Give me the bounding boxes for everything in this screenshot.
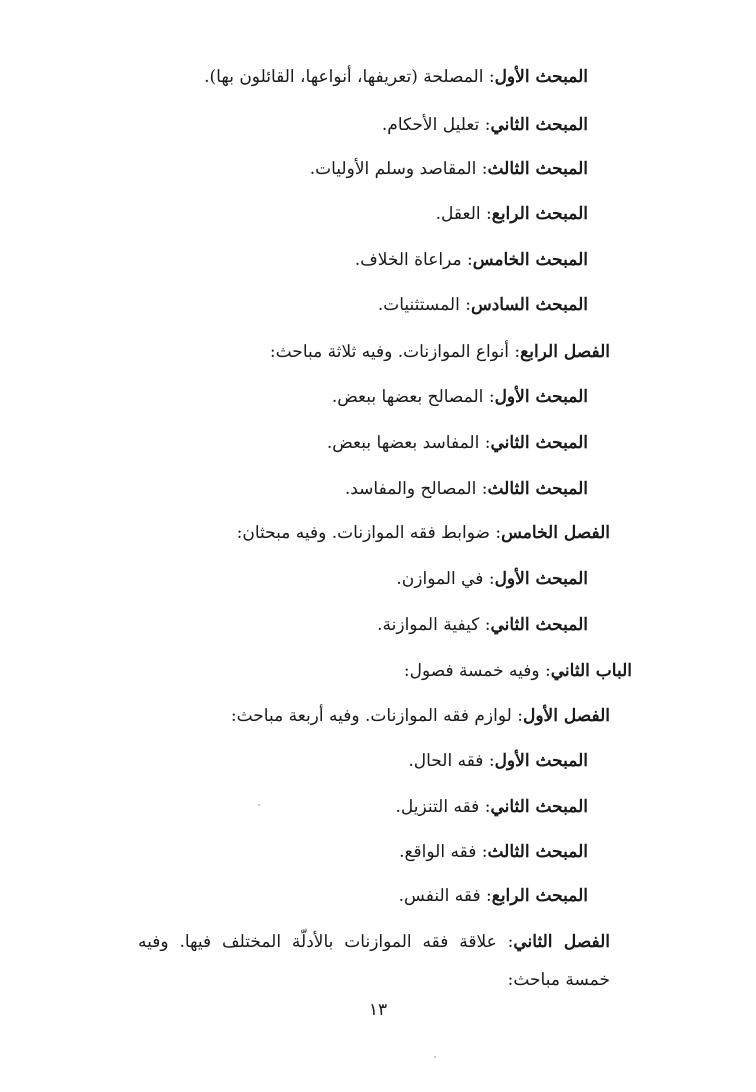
toc-text: المفاسد بعضها ببعض.: [326, 433, 480, 453]
toc-label: المبحث الثاني: [490, 797, 588, 817]
toc-label: المبحث الثاني: [490, 615, 588, 635]
toc-line: المبحث الأول: فقه الحال.: [408, 751, 588, 771]
toc-line: المبحث الثاني: تعليل الأحكام.: [381, 115, 588, 135]
toc-paragraph: الفصل الثاني: علاقة فقه الموازنات بالأدلّة المختلف فيها. وفيه خمسة مباحث:: [138, 932, 610, 990]
toc-text: لوازم فقه الموازنات. وفيه أربعة مباحث:: [230, 706, 512, 726]
toc-label: المبحث الثاني: [490, 115, 588, 135]
toc-label: المبحث الخامس: [472, 250, 588, 270]
toc-label: المبحث الثالث: [487, 479, 588, 499]
toc-text: المقاصد وسلم الأوليات.: [309, 159, 477, 179]
toc-label: الباب الثاني: [550, 661, 632, 681]
toc-text: المصالح بعضها ببعض.: [331, 387, 484, 407]
toc-line: المبحث الرابع: فقه النفس.: [398, 886, 588, 906]
toc-line: الفصل الرابع: أنواع الموازنات. وفيه ثلاثة مباحث:: [269, 342, 610, 362]
toc-text: المستثنيات.: [377, 295, 460, 315]
toc-label: المبحث السادس: [470, 295, 588, 315]
toc-line: المبحث الثالث: فقه الواقع.: [399, 842, 588, 862]
toc-text: فقه الحال.: [408, 751, 484, 771]
toc-text: ضوابط فقه الموازنات. وفيه مبحثان:: [236, 523, 490, 543]
toc-label: الفصل الثاني: [513, 932, 610, 952]
toc-label: الفصل الخامس: [501, 523, 610, 543]
toc-text: مراعاة الخلاف.: [354, 250, 462, 270]
toc-line: المبحث الخامس: مراعاة الخلاف.: [354, 250, 588, 270]
toc-text: تعليل الأحكام.: [381, 115, 480, 135]
toc-text: أنواع الموازنات. وفيه ثلاثة مباحث:: [269, 342, 510, 362]
scan-speck: [434, 1056, 436, 1058]
toc-label: المبحث الثالث: [487, 842, 588, 862]
toc-line: المبحث الأول: المصلحة (تعريفها، أنواعها، القائلون بها).: [204, 67, 588, 87]
toc-line: الفصل الخامس: ضوابط فقه الموازنات. وفيه مبحثان:: [236, 523, 610, 543]
toc-label: المبحث الأول: [494, 751, 588, 771]
scan-speck: [258, 804, 260, 806]
toc-text: في الموازن.: [396, 569, 484, 589]
toc-line: الفصل الأول: لوازم فقه الموازنات. وفيه أربعة مباحث:: [230, 706, 610, 726]
toc-line: المبحث الثالث: المصالح والمفاسد.: [344, 479, 588, 499]
toc-label: المبحث الأول: [494, 569, 588, 589]
toc-text: العقل.: [435, 204, 481, 224]
toc-text: كيفية الموازنة.: [377, 615, 480, 635]
toc-line: المبحث الأول: في الموازن.: [396, 569, 588, 589]
page-number: ١٣: [368, 1000, 388, 1020]
toc-line: المبحث الرابع: العقل.: [435, 204, 588, 224]
toc-text: المصلحة (تعريفها، أنواعها، القائلون بها).: [204, 67, 484, 87]
toc-label: المبحث الثالث: [487, 159, 588, 179]
toc-label: المبحث الأول: [494, 67, 588, 87]
toc-text: فقه التنزيل.: [395, 797, 480, 817]
toc-line: المبحث الثاني: كيفية الموازنة.: [377, 615, 588, 635]
toc-line: المبحث الأول: المصالح بعضها ببعض.: [331, 387, 588, 407]
toc-label: المبحث الأول: [494, 387, 588, 407]
toc-text: علاقة فقه الموازنات بالأدلّة المختلف فيها. وفيه خمسة مباحث:: [138, 932, 610, 990]
toc-label: المبحث الثاني: [490, 433, 588, 453]
toc-text: المصالح والمفاسد.: [344, 479, 477, 499]
toc-text: فقه النفس.: [398, 886, 481, 906]
toc-text: وفيه خمسة فصول:: [403, 661, 540, 681]
toc-label: المبحث الرابع: [491, 204, 588, 224]
toc-label: الفصل الأول: [522, 706, 610, 726]
toc-label: الفصل الرابع: [520, 342, 610, 362]
toc-line: المبحث الثاني: المفاسد بعضها ببعض.: [326, 433, 588, 453]
toc-line: المبحث الثالث: المقاصد وسلم الأوليات.: [309, 159, 588, 179]
toc-label: المبحث الرابع: [491, 886, 588, 906]
toc-text: فقه الواقع.: [399, 842, 477, 862]
toc-line: المبحث الثاني: فقه التنزيل.: [395, 797, 588, 817]
toc-line: المبحث السادس: المستثنيات.: [377, 295, 588, 315]
toc-line: الباب الثاني: وفيه خمسة فصول:: [403, 661, 632, 681]
